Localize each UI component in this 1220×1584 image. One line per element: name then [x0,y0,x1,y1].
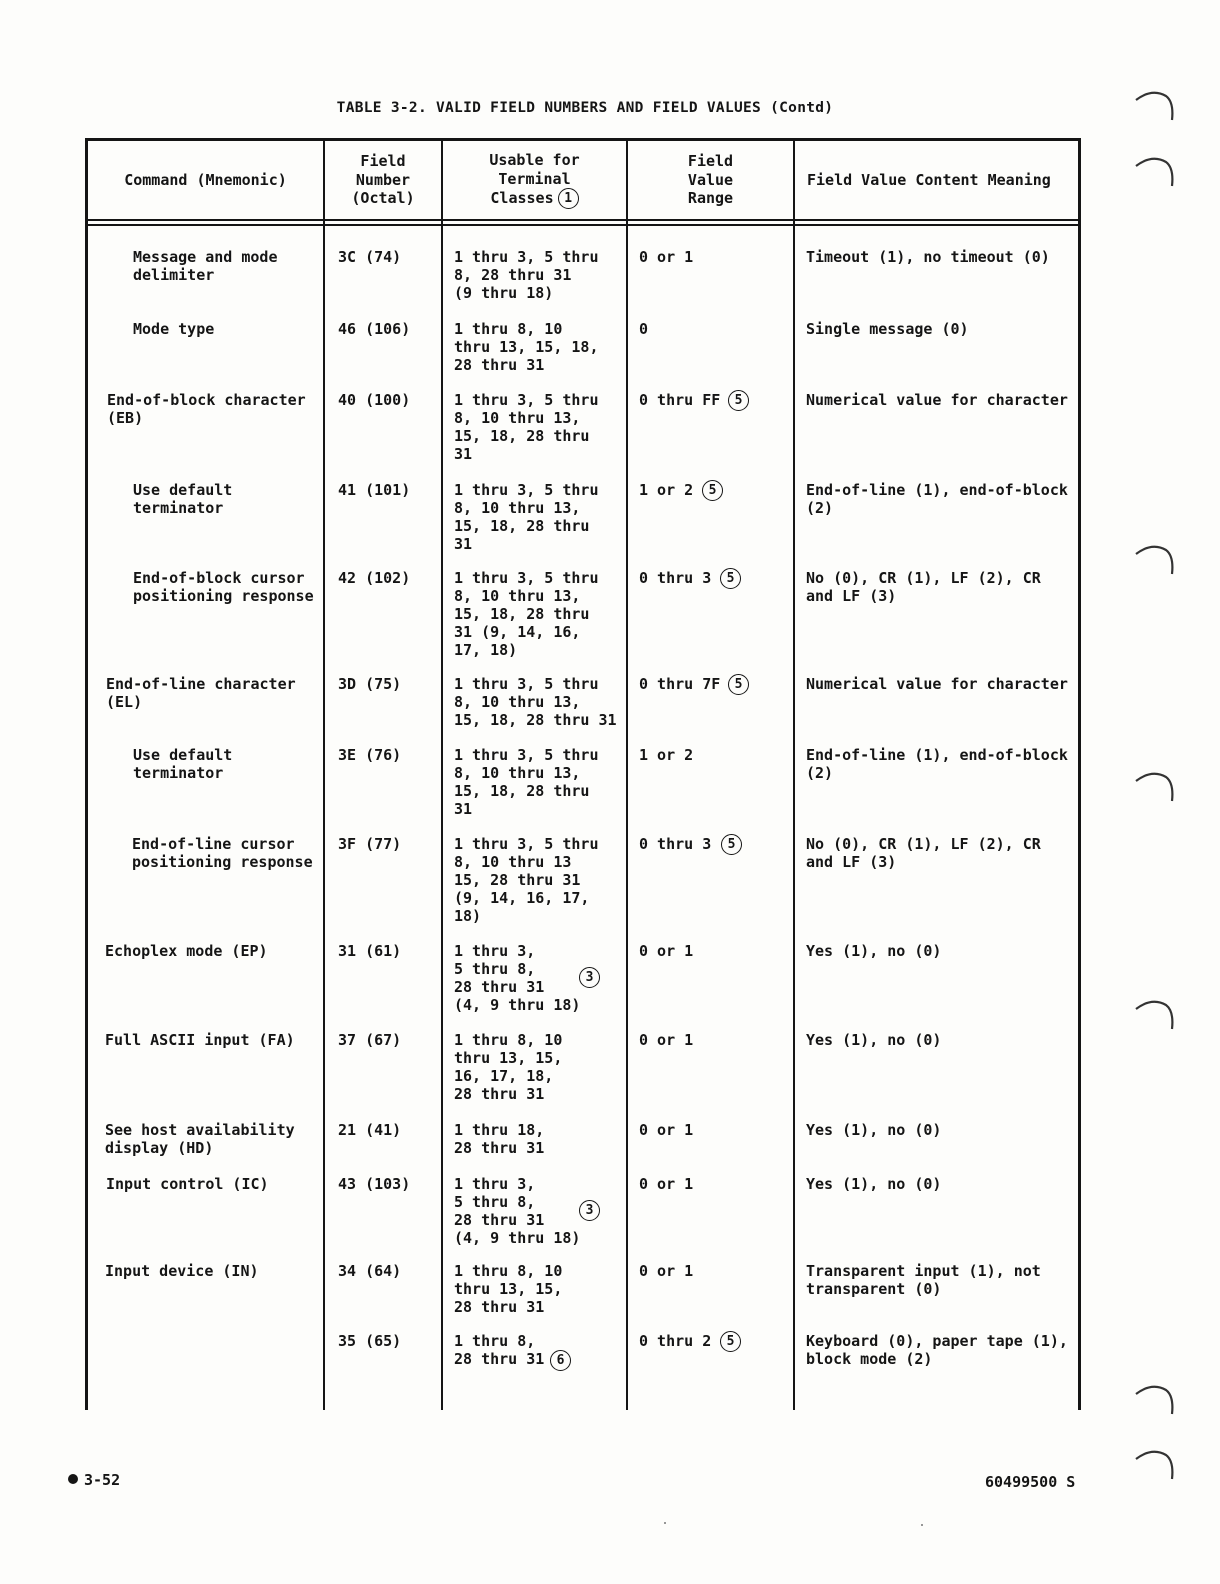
classes-cell: 1 thru 3, 5 thru 8, 10 thru 13 15, 28 thru 31 (9, 14, 16, 17, 18) [454,835,599,925]
note-5-icon: 5 [728,674,749,695]
field-number-cell: 43 (103) [338,1175,411,1193]
header-rule [85,224,1081,226]
binder-hole-icon [1132,86,1180,122]
meaning-cell: Numerical value for character [806,675,1068,693]
field-number-cell: 42 (102) [338,569,411,587]
classes-cell: 1 thru 8, 10 thru 13, 15, 28 thru 31 [454,1262,563,1316]
note-5-icon: 5 [721,834,742,855]
command-cell: End-of-line character (EL) [106,675,296,711]
meaning-cell: End-of-line (1), end-of-block (2) [806,746,1068,782]
header-rule [85,219,1081,221]
field-number-cell: 46 (106) [338,320,411,338]
header-usable-label: Usable for Terminal Classes [489,151,580,207]
binder-hole-icon [1132,767,1180,803]
range-cell: 0 or 1 [639,1175,694,1193]
header-field-number: Field Number (Octal) [351,152,415,208]
range-cell: 0 thru FF [639,391,721,409]
field-number-cell: 41 (101) [338,481,411,499]
command-cell: Use default terminator [133,746,233,782]
command-cell: End-of-block character (EB) [107,391,306,427]
meaning-cell: End-of-line (1), end-of-block (2) [806,481,1068,517]
field-number-cell: 3E (76) [338,746,402,764]
range-cell: 0 thru 2 [639,1332,712,1350]
classes-cell: 1 thru 3, 5 thru 8, 10 thru 13, 15, 18, 28 thru 31 [454,481,599,553]
binder-hole-icon [1132,540,1180,576]
classes-cell: 1 thru 8, 10 thru 13, 15, 16, 17, 18, 28 thru 31 [454,1031,563,1103]
speck [664,1522,666,1524]
range-cell: 0 or 1 [639,248,694,266]
range-cell: 0 thru 3 [639,569,712,587]
classes-cell: 1 thru 18, 28 thru 31 [454,1121,545,1157]
range-cell: 0 or 1 [639,1121,694,1139]
field-number-cell: 37 (67) [338,1031,402,1049]
note-1-icon: 1 [558,188,579,209]
classes-cell: 1 thru 3, 5 thru 8, 28 thru 31 (9 thru 18) [454,248,599,302]
note-3-icon: 3 [579,1200,600,1221]
command-cell: Full ASCII input (FA) [105,1031,295,1049]
range-cell: 0 thru 3 [639,835,712,853]
range-cell: 1 or 2 [639,481,694,499]
classes-cell: 1 thru 8, 10 thru 13, 15, 18, 28 thru 31 [454,320,599,374]
note-3-icon: 3 [579,967,600,988]
meaning-cell: Single message (0) [806,320,969,338]
range-cell: 0 [639,320,649,338]
meaning-cell: Yes (1), no (0) [806,1121,942,1139]
meaning-cell: Timeout (1), no timeout (0) [806,248,1050,266]
range-cell: 0 or 1 [639,1031,694,1049]
note-5-icon: 5 [720,1331,741,1352]
field-number-cell: 35 (65) [338,1332,402,1350]
field-number-cell: 40 (100) [338,391,411,409]
meaning-cell: No (0), CR (1), LF (2), CR and LF (3) [806,835,1041,871]
command-cell: Message and mode delimiter [133,248,278,284]
field-number-cell: 21 (41) [338,1121,402,1139]
header-meaning: Field Value Content Meaning [807,170,1051,189]
meaning-cell: Keyboard (0), paper tape (1), block mode (2) [806,1332,1068,1368]
field-number-cell: 3D (75) [338,675,402,693]
binder-hole-icon [1132,152,1180,188]
command-cell: Input device (IN) [105,1262,259,1280]
range-cell: 0 or 1 [639,942,694,960]
meaning-cell: Yes (1), no (0) [806,1175,942,1193]
field-number-cell: 3F (77) [338,835,402,853]
meaning-cell: Transparent input (1), not transparent (0) [806,1262,1041,1298]
binder-hole-icon [1132,1380,1180,1416]
classes-cell: 1 thru 3, 5 thru 8, 10 thru 13, 15, 18, 28 thru 31 [454,391,599,463]
table-title: TABLE 3-2. VALID FIELD NUMBERS AND FIELD VALUES (Contd) [336,100,834,116]
classes-cell: 1 thru 3, 5 thru 8, 10 thru 13, 15, 18, 28 thru 31 (9, 14, 16, 17, 18) [454,569,599,659]
classes-cell: 1 thru 3, 5 thru 8, 28 thru 31 (4, 9 thru 18) [454,1175,581,1247]
bullet-icon [68,1474,78,1484]
header-command: Command (Mnemonic) [124,170,287,189]
document-number: 60499500 S [985,1473,1076,1491]
field-number-cell: 34 (64) [338,1262,402,1280]
note-5-icon: 5 [728,390,749,411]
field-number-cell: 31 (61) [338,942,402,960]
command-cell: End-of-block cursor positioning response [133,569,314,605]
command-cell: Use default terminator [133,481,233,517]
command-cell: See host availability display (HD) [105,1121,295,1157]
note-5-icon: 5 [720,568,741,589]
classes-cell: 1 thru 3, 5 thru 8, 10 thru 13, 15, 18, 28 thru 31 [454,746,599,818]
column-divider [441,138,443,1410]
classes-cell: 1 thru 8, 28 thru 31 [454,1332,545,1368]
binder-hole-icon [1132,1445,1180,1481]
meaning-cell: No (0), CR (1), LF (2), CR and LF (3) [806,569,1041,605]
field-number-cell: 3C (74) [338,248,402,266]
header-usable-classes [443,141,626,219]
column-divider [793,138,795,1410]
command-cell: Mode type [133,320,215,338]
note-5-icon: 5 [702,480,723,501]
command-cell: End-of-line cursor positioning response [132,835,313,871]
note-6-icon: 6 [550,1350,571,1371]
range-cell: 0 thru 7F [639,675,721,693]
binder-hole-icon [1132,995,1180,1031]
speck [921,1524,923,1526]
range-cell: 1 or 2 [639,746,694,764]
header-value-range: Field Value Range [687,152,734,208]
meaning-cell: Yes (1), no (0) [806,942,942,960]
command-cell: Input control (IC) [106,1175,269,1193]
meaning-cell: Numerical value for character [806,391,1068,409]
classes-cell: 1 thru 3, 5 thru 8, 28 thru 31 (4, 9 thru 18) [454,942,581,1014]
range-cell: 0 or 1 [639,1262,694,1280]
classes-cell: 1 thru 3, 5 thru 8, 10 thru 13, 15, 18, 28 thru 31 [454,675,617,729]
command-cell: Echoplex mode (EP) [105,942,268,960]
meaning-cell: Yes (1), no (0) [806,1031,942,1049]
column-divider [626,138,628,1410]
page-number: 3-52 [68,1471,120,1489]
